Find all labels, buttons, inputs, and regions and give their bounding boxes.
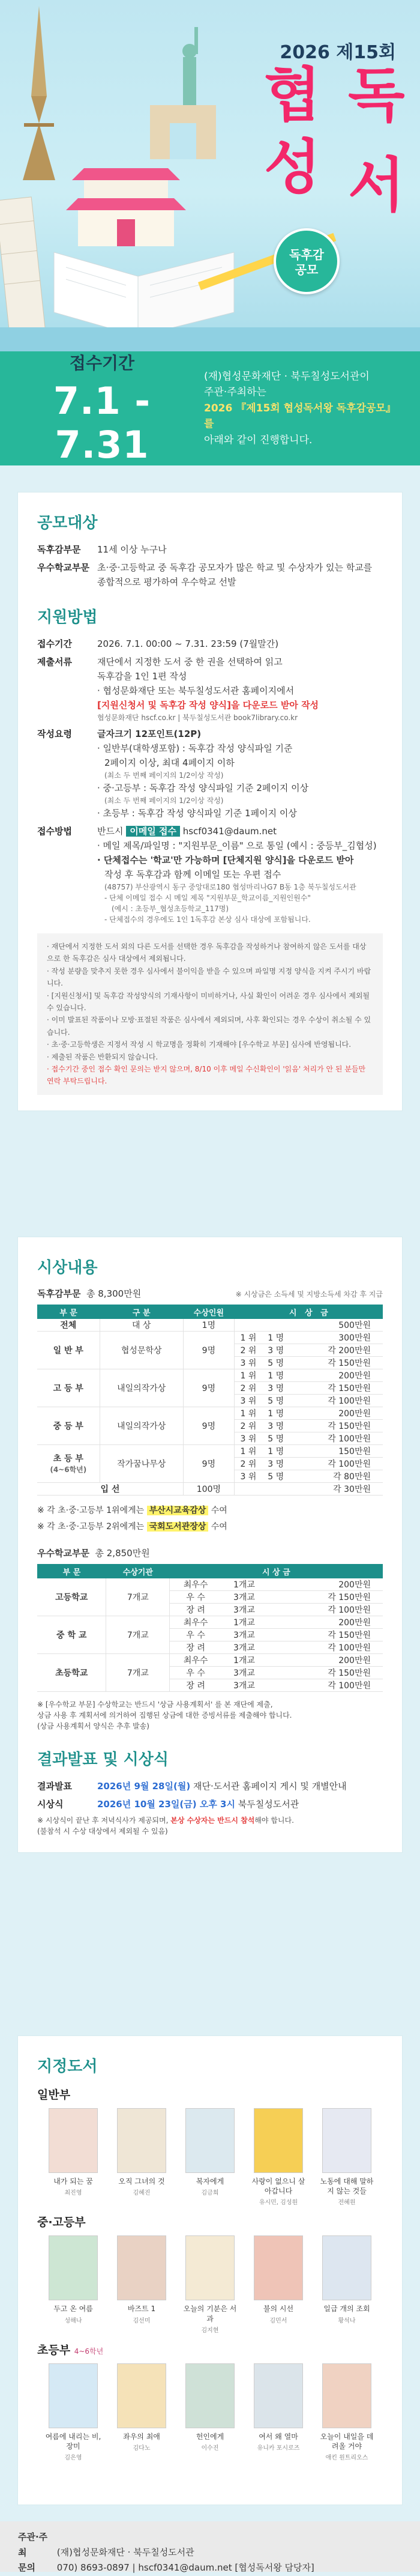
row-value: 초·중·고등학교 중 독후감 공모자가 많은 학교 및 수상자가 있는 학교를 종합적으로 평가하여 우수학교 선발 xyxy=(97,562,373,587)
winners-cell: 3개교 xyxy=(221,1641,267,1654)
division-cell: 중 학 교 xyxy=(37,1616,106,1654)
count-cell: 9명 xyxy=(183,1369,234,1407)
rank-cell: 3 위 xyxy=(234,1432,262,1445)
book-list-general xyxy=(37,2108,383,2206)
book-cover xyxy=(254,2235,303,2300)
winners-cell: 3 명 xyxy=(262,1458,290,1470)
edition-label: 2026 제15회 xyxy=(280,42,396,63)
library-award: 국회도서관장상 xyxy=(147,1522,209,1532)
book-author: 최진영 xyxy=(64,2190,82,2197)
book-cover xyxy=(117,2108,166,2173)
row-key: 독후감부문 xyxy=(37,544,81,555)
title-char: 성 xyxy=(264,133,321,202)
row-key: 접수방법 xyxy=(37,826,72,837)
division-sub: (4~6학년) xyxy=(50,1465,87,1474)
book-item[interactable] xyxy=(180,2108,240,2206)
rank-cell: 1 위 xyxy=(234,1445,262,1458)
table-row xyxy=(37,1445,383,1458)
contest-badge xyxy=(274,228,340,294)
book-title: 오직 그녀의 것 xyxy=(118,2177,165,2186)
book-cover xyxy=(322,2108,371,2173)
period-description xyxy=(204,369,420,448)
winners-cell: 1 명 xyxy=(262,1407,290,1420)
rank-cell: 최우수 xyxy=(170,1616,221,1629)
book-cover xyxy=(185,2235,235,2300)
prize-cell: 각 150만원 xyxy=(267,1591,383,1604)
table-row xyxy=(37,1332,383,1344)
division-cell: 초 등 부 (4~6학년) xyxy=(37,1445,100,1483)
rank-cell: 1 위 xyxy=(234,1369,262,1382)
ceremony-place: 북두칠성도서관 xyxy=(238,1799,299,1810)
section-title: 지정도서 xyxy=(37,2058,98,2076)
announce-date: 2026년 9월 28일(월) xyxy=(97,1781,191,1792)
count-cell: 9명 xyxy=(183,1332,234,1369)
rank-cell: 장 려 xyxy=(170,1679,221,1692)
winners-cell: 1 명 xyxy=(262,1445,290,1458)
footer xyxy=(0,2521,420,2572)
rank-cell: 우 수 xyxy=(170,1591,221,1604)
footer-org: (재)협성문화재단 · 북두칠성도서관 xyxy=(56,2547,194,2558)
book-author: 김혜진 xyxy=(133,2190,151,2197)
honor-cell: 입 선 xyxy=(37,1483,183,1496)
winners-cell: 1 명 xyxy=(262,1332,290,1344)
book-item[interactable] xyxy=(180,2363,240,2461)
table-row: 전체 대 상 1명 500만원 xyxy=(37,1319,383,1332)
winners-cell: 1개교 xyxy=(221,1654,267,1667)
homepage-links[interactable]: 협성문화재단 hscf.co.kr | 북두칠성도서관 book7library.co.kr xyxy=(97,714,298,722)
table-row xyxy=(37,1483,383,1496)
school-label: 우수학교부문 xyxy=(37,1548,89,1559)
docs-line: · 협성문화재단 또는 북두칠성도서관 홈페이지에서 xyxy=(97,685,295,696)
ceremony-note: ※ 시상식이 끝난 후 저녁식사가 제공되며, 본상 수상자는 반드시 참석해야 합니다. (불참석 시 수상 대상에서 제외될 수 있음) xyxy=(37,1816,294,1836)
division-cell: 일 반 부 xyxy=(37,1332,100,1369)
book-cover xyxy=(117,2363,166,2428)
req-line: · 초등부 : 독후감 작성 양식파일 기준 1페이지 이상 xyxy=(97,808,297,819)
row-key: 접수기간 xyxy=(37,638,72,649)
book-title: 복자에게 xyxy=(196,2177,224,2186)
winners-cell: 3개교 xyxy=(221,1679,267,1692)
winners-cell: 1 명 xyxy=(262,1369,290,1382)
count-cell: 7개교 xyxy=(106,1616,170,1654)
table-row xyxy=(37,1654,383,1667)
winners-cell: 3개교 xyxy=(221,1604,267,1616)
book-author: 유시민, 김성원 xyxy=(259,2199,298,2207)
announce-desc: 재단·도서관 홈페이지 게시 및 개별안내 xyxy=(193,1781,347,1792)
notice-line: · 재단에서 지정한 도서 외의 다른 도서를 선택한 경우 독후감을 작성하거나 참여하지 않은 도서를 대상으로 한 독후감은 심사 대상에서 제외됩니다. xyxy=(47,942,367,963)
category-title: 초등부 4~6학년 xyxy=(37,2343,104,2357)
book-cover xyxy=(185,2363,235,2428)
rank-cell: 2 위 xyxy=(234,1344,262,1357)
book-author: 애킨 원트리오스 xyxy=(325,2455,368,2462)
col-header: 구 분 xyxy=(100,1305,183,1319)
section-title: 지원방법 xyxy=(37,608,98,626)
essay-total: 총 8,300만원 xyxy=(86,1288,142,1299)
prize-cell: 각 200만원 xyxy=(289,1344,383,1357)
email-submit-badge: 이메일 접수 xyxy=(126,826,180,837)
notice-line: · 제출된 작품은 반환되지 않습니다. xyxy=(47,1052,158,1061)
section-title: 시상내용 xyxy=(37,1259,98,1277)
book-title: 오늘이 내일을 데려올 거야 xyxy=(320,2432,374,2450)
prize-cell: 각 100만원 xyxy=(289,1458,383,1470)
rank-cell: 장 려 xyxy=(170,1604,221,1616)
prize-cell: 각 150만원 xyxy=(289,1420,383,1432)
division-cell: 중 등 부 xyxy=(37,1407,100,1445)
table-row xyxy=(37,1616,383,1629)
submit-line: (예시 : 초등부_협성초등학교_117명) xyxy=(112,905,229,913)
book-item[interactable] xyxy=(317,2235,377,2333)
book-title: 바즈트 1 xyxy=(127,2305,156,2314)
book-title: 노동에 대해 말하지 않는 것들 xyxy=(320,2177,374,2196)
row-key: 시상식 xyxy=(37,1799,64,1810)
category-cell: 내일의작가상 xyxy=(100,1369,183,1407)
book-title: 사랑이 없으니 살아갑니다 xyxy=(251,2177,305,2196)
book-author: 김다노 xyxy=(133,2444,151,2452)
prize-cell: 각 100만원 xyxy=(289,1395,383,1407)
row-key: 제출서류 xyxy=(37,656,72,667)
prize-cell: 각 100만원 xyxy=(289,1432,383,1445)
rank-cell: 1 위 xyxy=(234,1407,262,1420)
winners-cell: 3 명 xyxy=(262,1420,290,1432)
count-cell: 7개교 xyxy=(106,1578,170,1616)
division-cell: 초등학교 xyxy=(37,1654,106,1692)
extra-awards: ※ 각 초·중·고등부 1위에게는 부산시교육감상 수여 ※ 각 초·중·고등부 2위에게는 국회도서관장상 수여 xyxy=(37,1506,227,1532)
winners-cell: 5 명 xyxy=(262,1470,290,1483)
category-cell: 내일의작가상 xyxy=(100,1407,183,1445)
book-author: 김금희 xyxy=(201,2190,219,2197)
req-line: 글자크기 12포인트(12P) xyxy=(97,729,202,739)
winners-cell: 1개교 xyxy=(221,1578,267,1591)
school-total: 총 2,850만원 xyxy=(95,1548,150,1559)
col-header: 수상기관 xyxy=(106,1564,170,1578)
notice-line: · 작성 분량을 맞추지 못한 경우 심사에서 불이익을 받을 수 있으며 파일명 지정 양식을 지켜 주시기 바랍니다. xyxy=(47,966,371,988)
table-row xyxy=(37,1369,383,1382)
book-cover xyxy=(254,2363,303,2428)
submit-line: · 메일 제목/파일명 : "지원부문_이름" 으로 통일 (예시 : 중등부_김협성) xyxy=(97,840,377,851)
req-line: · 중·고등부 : 독후감 작성 양식파일 기준 2페이지 이상 xyxy=(97,783,309,793)
row-key: 결과발표 xyxy=(37,1781,72,1792)
school-award-table xyxy=(37,1564,383,1692)
book-title: 좌우의 최애 xyxy=(123,2432,160,2441)
prize-cell: 300만원 xyxy=(289,1332,383,1344)
footer-contact[interactable]: 070) 8693-0897 | hscf0341@daum.net [협성독서왕 담당자] xyxy=(56,2562,314,2573)
division-cell: 고등학교 xyxy=(37,1578,106,1616)
book-cover xyxy=(49,2363,98,2428)
rank-cell: 1 위 xyxy=(234,1332,262,1344)
winners-cell: 5 명 xyxy=(262,1357,290,1369)
rank-cell: 최우수 xyxy=(170,1578,221,1591)
count-cell: 7개교 xyxy=(106,1654,170,1692)
category-cell: 작가꿈나무상 xyxy=(100,1445,183,1483)
book-title: 오늘의 기분은 서과 xyxy=(183,2305,237,2323)
row-key: 우수학교부문 xyxy=(37,562,89,573)
book-list-elem xyxy=(37,2363,383,2461)
winners-cell: 5 명 xyxy=(262,1395,290,1407)
apply-card xyxy=(18,492,402,1111)
book-item[interactable] xyxy=(180,2235,240,2333)
col-header: 부 문 xyxy=(37,1564,106,1578)
period-dates: 7.1 - 7.31 xyxy=(53,379,151,467)
essay-award-table xyxy=(37,1305,383,1496)
count-cell: 9명 xyxy=(183,1445,234,1483)
rank-cell: 2 위 xyxy=(234,1382,262,1395)
category-title: 일반부 xyxy=(37,2088,71,2102)
req-line: · 일반부(대학생포함) : 독후감 작성 양식파일 기준 xyxy=(97,743,293,754)
book-cover xyxy=(322,2235,371,2300)
table-row xyxy=(37,1578,383,1591)
submit-line: (48757) 부산광역시 동구 중앙대로180 협성마리나G7 B동 1층 북두칠성도서관 xyxy=(104,883,356,891)
book-author: 김선미 xyxy=(133,2317,151,2324)
badge-line: 공모 xyxy=(295,262,319,277)
application-period-banner xyxy=(0,351,420,465)
req-line: (최소 두 번째 페이지의 1/2이상 작성) xyxy=(104,796,224,805)
book-item[interactable] xyxy=(43,2235,103,2333)
desc-line: 주관·주최하는 xyxy=(204,386,266,399)
winners-cell: 5 명 xyxy=(262,1432,290,1445)
badge-line: 독후감 xyxy=(289,247,324,262)
section-title: 결과발표 및 시상식 xyxy=(37,1751,169,1769)
essay-label: 독후감부문 xyxy=(37,1288,81,1299)
notice-line: · 접수기간 중인 접수 확인 문의는 받지 않으며, 8/10 이후 메일 수신확인이 '읽음' 처리가 안 된 분들만 연락 부탁드립니다. xyxy=(47,1064,366,1086)
prize-cell: 각 80만원 xyxy=(289,1470,383,1483)
req-line: 2페이지 이상, 최대 4페이지 이하 xyxy=(104,757,235,768)
count-cell: 9명 xyxy=(183,1407,234,1445)
row-key: 작성요령 xyxy=(37,729,72,739)
footer-key: 문의 xyxy=(18,2562,35,2573)
submit-text: 반드시 xyxy=(97,826,124,837)
docs-line: 독후감을 1인 1편 작성 xyxy=(97,671,187,682)
book-author: 김은영 xyxy=(64,2455,82,2462)
book-title: 여름에 내리는 비, 장미 xyxy=(45,2432,101,2450)
prize-cell: 각 100만원 xyxy=(267,1604,383,1616)
submit-email[interactable]: hscf0341@daum.net xyxy=(182,826,277,837)
table-row xyxy=(37,1407,383,1420)
rank-cell: 3 위 xyxy=(234,1470,262,1483)
prize-cell: 각 100만원 xyxy=(267,1679,383,1692)
book-item[interactable] xyxy=(248,2235,308,2333)
notice-box xyxy=(37,933,383,1095)
submit-line: 작성 후 독후감과 함께 이메일 또는 우편 접수 xyxy=(104,869,281,880)
book-author: 성해나 xyxy=(64,2317,82,2324)
prize-cell: 150만원 xyxy=(289,1445,383,1458)
book-item[interactable] xyxy=(112,2108,172,2206)
prize-cell: 200만원 xyxy=(267,1616,383,1629)
footer-key: 주관·주최 xyxy=(18,2532,48,2558)
desc-line: (재)협성문화재단 · 북두칠성도서관이 xyxy=(204,371,370,383)
col-header: 시 상 금 xyxy=(234,1305,383,1319)
book-cover xyxy=(185,2108,235,2173)
book-item[interactable] xyxy=(317,2108,377,2206)
submit-line: - 단체 이메일 접수 시 메일 제목 "지원부문_학교이름_지원인원수" xyxy=(104,894,311,902)
submit-line: - 단체접수의 경우에도 1인 1독후감 본상 심사 대상에 포함됩니다. xyxy=(104,915,311,924)
notice-line: · [지원신청서] 및 독후감 작성양식의 기재사항이 미비하거나, 사실 확인이 어려운 경우 심사에서 제외될 수 있습니다. xyxy=(47,991,370,1012)
rank-cell: 3 위 xyxy=(234,1357,262,1369)
book-item[interactable] xyxy=(248,2363,308,2461)
book-cover xyxy=(49,2108,98,2173)
book-cover xyxy=(117,2235,166,2300)
book-item[interactable] xyxy=(112,2235,172,2333)
edu-office-award: 부산시교육감상 xyxy=(147,1506,209,1515)
section-title: 공모대상 xyxy=(37,514,98,532)
book-item[interactable] xyxy=(248,2108,308,2206)
docs-line: [지원신청서 및 독후감 작성 양식]을 다운로드 받아 작성 xyxy=(97,700,319,711)
tax-note: ※ 시상금은 소득세 및 지방소득세 차감 후 지급 xyxy=(235,1290,383,1299)
prize-cell: 각 30만원 xyxy=(234,1483,383,1496)
book-item[interactable] xyxy=(43,2108,103,2206)
count-cell: 100명 xyxy=(183,1483,234,1496)
prize-cell: 각 150만원 xyxy=(289,1357,383,1369)
book-title: 헌인에게 xyxy=(196,2432,224,2441)
book-title: 여서 왜 열마 xyxy=(259,2432,298,2441)
book-cover xyxy=(322,2363,371,2428)
notice-line: · 초·중·고등학생은 지정서 작성 시 학교명을 정확히 기재해야 [우수학교 부문] 심사에 반영됩니다. xyxy=(47,1040,352,1049)
col-header: 시 상 금 xyxy=(170,1564,383,1578)
book-item[interactable] xyxy=(112,2363,172,2461)
submit-line: · 단체접수는 '학교'만 가능하며 [단체지원 양식]을 다운로드 받아 xyxy=(97,855,354,865)
winners-cell: 3개교 xyxy=(221,1591,267,1604)
req-line: (최소 두 번째 페이지의 1/2이상 작성) xyxy=(104,771,224,780)
category-title: 중·고등부 xyxy=(37,2216,86,2229)
book-author: 김지현 xyxy=(201,2327,219,2334)
notice-line: · 이미 발표된 작품이나 모방·표절된 작품은 심사에서 제외되며, 사후 확인되는 경우 수상이 취소될 수 있습니다. xyxy=(47,1016,371,1037)
book-title: 불의 시선 xyxy=(263,2305,294,2314)
winners-cell: 3 명 xyxy=(262,1344,290,1357)
col-header: 부 문 xyxy=(37,1305,100,1319)
book-title: 일급 개의 조회 xyxy=(323,2305,370,2314)
category-cell: 협성문학상 xyxy=(100,1332,183,1369)
desc-line: 2026 『제15회 협성독서왕 독후감공모』를 xyxy=(204,402,396,431)
school-note: ※ [우수학교 부문] 수상학교는 반드시 '상금 사용계획서' 를 본 재단에 제출, 상금 사용 후 계획서에 의거하여 집행된 상금에 대한 증빙서류를 제출해야 합니다. (상금 사용계획서 양식은 추후 발송) xyxy=(37,1700,292,1731)
docs-line: 재단에서 지정한 도서 중 한 권을 선택하여 읽고 xyxy=(97,656,283,667)
rank-cell: 장 려 xyxy=(170,1641,221,1654)
division-cell: 고 등 부 xyxy=(37,1369,100,1407)
book-author: 전혜원 xyxy=(338,2199,356,2207)
book-title: 두고 온 여름 xyxy=(53,2305,93,2314)
books-card xyxy=(18,2036,402,2505)
prize-cell: 각 150만원 xyxy=(267,1667,383,1679)
rank-cell: 최우수 xyxy=(170,1654,221,1667)
winners-cell: 3 명 xyxy=(262,1382,290,1395)
period-label: 접수기간 xyxy=(69,353,135,373)
desc-line: 아래와 같이 진행합니다. xyxy=(204,434,313,446)
prize-cell: 200만원 xyxy=(289,1407,383,1420)
col-header: 수상인원 xyxy=(183,1305,234,1319)
rank-cell: 2 위 xyxy=(234,1458,262,1470)
row-value: 11세 이상 누구나 xyxy=(97,544,167,555)
winners-cell: 1개교 xyxy=(221,1616,267,1629)
rank-cell: 우 수 xyxy=(170,1629,221,1641)
prize-cell: 각 150만원 xyxy=(267,1629,383,1641)
rank-cell: 2 위 xyxy=(234,1420,262,1432)
book-item[interactable] xyxy=(43,2363,103,2461)
ceremony-date: 2026년 10월 23일(금) 오후 3시 xyxy=(97,1799,235,1810)
hero-banner xyxy=(0,0,420,351)
prize-cell: 200만원 xyxy=(289,1369,383,1382)
book-author: 유니카 포시로즈 xyxy=(257,2444,300,2452)
title-char: 협 xyxy=(264,61,321,130)
prize-cell: 200만원 xyxy=(267,1578,383,1591)
title-char: 독 xyxy=(348,61,405,130)
prize-cell: 각 100만원 xyxy=(267,1641,383,1654)
row-value: 2026. 7.1. 00:00 ~ 7.31. 23:59 (7월말간) xyxy=(97,638,279,649)
prize-cell: 각 150만원 xyxy=(289,1382,383,1395)
book-cover xyxy=(49,2235,98,2300)
winners-cell: 3개교 xyxy=(221,1629,267,1641)
title-char: 서 xyxy=(348,151,405,220)
book-list-middle xyxy=(37,2235,383,2333)
rank-cell: 3 위 xyxy=(234,1395,262,1407)
awards-card xyxy=(18,1237,402,1852)
rank-cell: 우 수 xyxy=(170,1667,221,1679)
book-author: 김민서 xyxy=(269,2317,287,2324)
winners-cell: 3개교 xyxy=(221,1667,267,1679)
book-cover xyxy=(254,2108,303,2173)
book-author: 이수진 xyxy=(201,2444,219,2452)
prize-cell: 200만원 xyxy=(267,1654,383,1667)
book-author: 황석나 xyxy=(338,2317,356,2324)
book-title: 내가 되는 꿈 xyxy=(53,2177,93,2186)
book-item[interactable] xyxy=(317,2363,377,2461)
